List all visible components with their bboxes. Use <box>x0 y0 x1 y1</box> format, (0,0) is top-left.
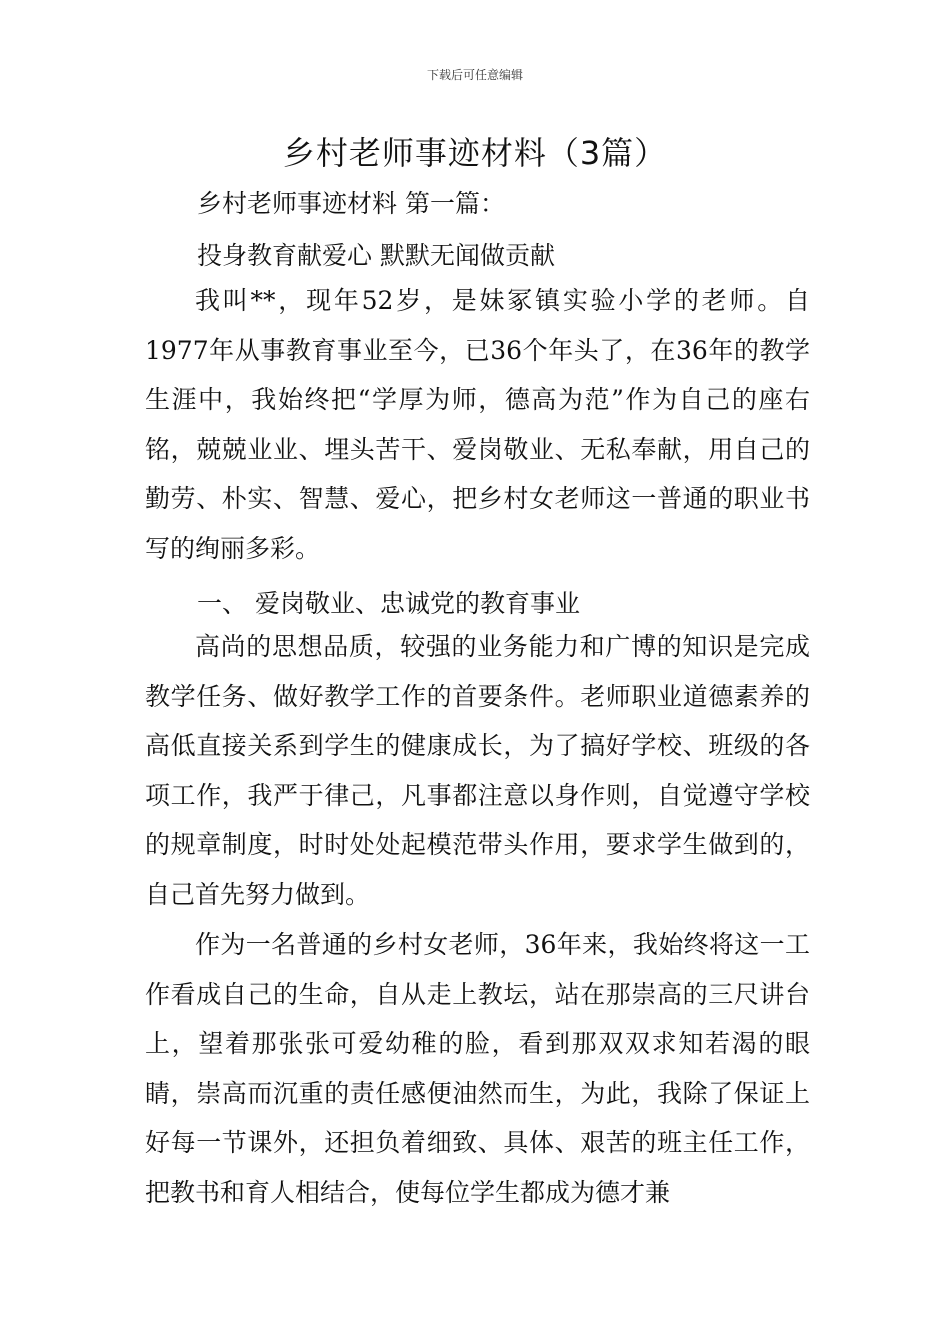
paragraph-quality: 高尚的思想品质，较强的业务能力和广博的知识是完成教学任务、做好教学工作的首要条件。老师职业道德素养的高低直接关系到学生的健康成长，为了搞好学校、班级的各项工作，我严于律己，凡事都注意以身作则，自觉遵守学校的规章制度，时时处处起模范带头作用，要求学生做到的，自己首先努力做到。 <box>145 632 810 909</box>
section-point-one: 一、 爱岗敬业、忠诚党的教育事业 <box>197 589 580 618</box>
header-note: 下载后可任意编辑 <box>426 68 523 82</box>
paragraph-intro: 我叫**，现年52岁，是妹冢镇实验小学的老师。自1977年从事教育事业至今，已36个年头了，在36年的教学生涯中，我始终把“学厚为师，德高为范”作为自己的座右铭，兢兢业业、埋头苦干、爱岗敬业、无私奉献，用自己的勤劳、朴实、智慧、爱心，把乡村女老师这一普通的职业书写的绚丽多彩。 <box>145 286 810 563</box>
paragraph-teacher: 作为一名普通的乡村女老师，36年来，我始终将这一工作看成自己的生命，自从走上教坛，站在那崇高的三尺讲台上，望着那张张可爱幼稚的脸，看到那双双求知若渴的眼睛，崇高而沉重的责任感便油然而生，为此，我除了保证上好每一节课外，还担负着细致、具体、艰苦的班主任工作，把教书和育人相结合，使每位学生都成为德才兼 <box>145 930 810 1207</box>
section-subtitle: 乡村老师事迹材料 第一篇： <box>197 189 505 218</box>
section-heading: 投身教育献爱心 默默无闻做贡献 <box>197 241 555 270</box>
document-title: 乡村老师事迹材料（3篇） <box>282 134 668 172</box>
